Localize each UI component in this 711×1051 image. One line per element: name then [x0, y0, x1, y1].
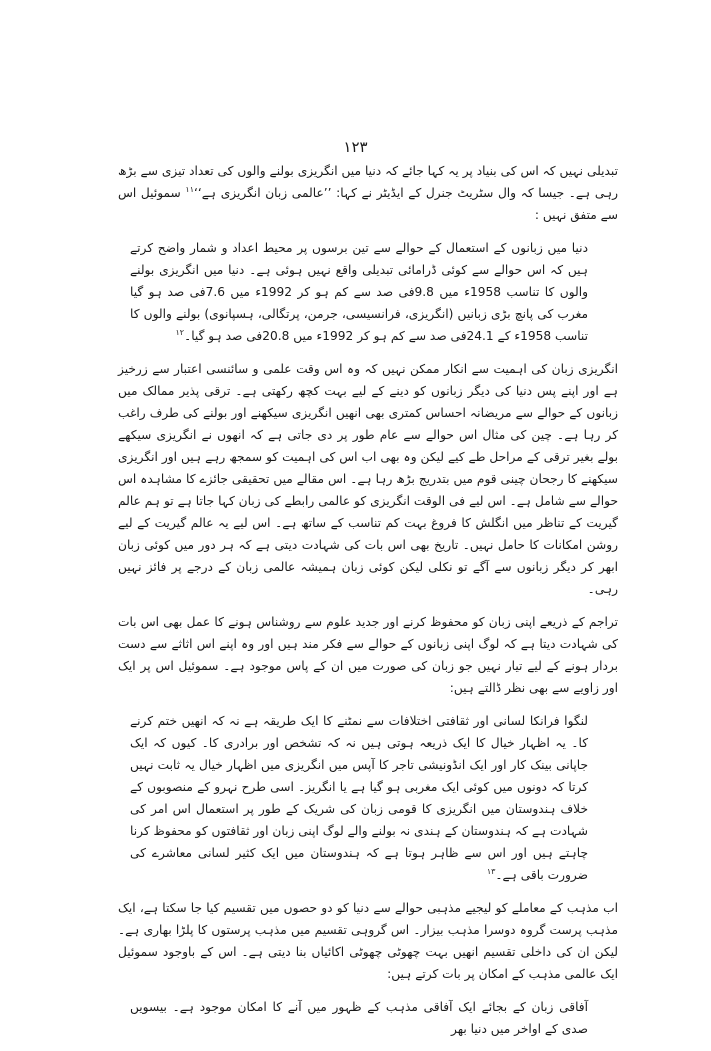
- block-quote: آفاقی زبان کے بجائے ایک آفاقی مذہب کے ظہور میں آنے کا امکان موجود ہے۔ بیسویں صدی کے اواخر میں دنیا بھر: [130, 1000, 588, 1036]
- footnote-ref: ۱۲: [175, 327, 185, 337]
- page-body: [118, 160, 618, 1051]
- body-paragraph: تراجم کے ذریعے اپنی زبان کو محفوظ کرنے اور جدید علوم سے روشناس ہونے کا عمل بھی اس بات کی شہادت دیتا ہے کہ لوگ اپنی زبانوں کے حوالے سے فکر مند ہیں اور وہ اپنے اس اثاثے سے دست بردار ہونے کے لیے تیار نہیں جو زبان کی صورت میں ان کے پاس موجود ہے۔ سموئیل اس پر ایک اور زاویے سے بھی نظر ڈالتے ہیں:: [118, 615, 618, 695]
- body-paragraph: [118, 160, 618, 226]
- footnote-ref: ۱۳: [486, 866, 496, 876]
- paragraph-text: تبدیلی نہیں کہ اس کی بنیاد پر یہ کہا جائے کہ دنیا میں انگریزی بولنے والوں کی تعداد تیزی سے بڑھ رہی ہے۔ جیسا کہ وال سٹریٹ جنرل کے ایڈیٹر نے کہا: ’’عالمی زبان انگریزی ہے‘‘: [118, 164, 618, 200]
- page-number: ۱۲۳: [343, 138, 368, 156]
- body-paragraph: اب مذہب کے معاملے کو لیجیے مذہبی حوالے سے دنیا کو دو حصوں میں تقسیم کیا جا سکتا ہے، ایک مذہب پرست گروہ دوسرا مذہب بیزار۔ اس گروہی تقسیم میں مذہب پرستوں کا پلڑا بھاری ہے۔ لیکن ان کی داخلی تقسیم انھیں بہت چھوٹی چھوٹی اکائیاں بنا دیتی ہے۔ اس کے باوجود سموئیل ایک عالمی مذہب کے امکان پر بات کرتے ہیں:: [118, 901, 618, 981]
- quote-text: لنگوا فرانکا لسانی اور ثقافتی اختلافات سے نمٹنے کا ایک طریقہ ہے نہ کہ انھیں ختم کرنے کا۔ یہ اظہار خیال کا ایک ذریعہ ہوتی ہیں نہ کہ تشخص اور برادری کا۔ کیوں کہ ایک جاپانی بینک کار اور ایک انڈونیشی تاجر کا آپس میں انگریزی میں اظہار خیال یہ ثابت نہیں کرتا کہ دونوں میں کوئی ایک مغربی ہو گیا ہے یا انگریز۔ اسی طرح نہرو کے منصوبوں کے خلاف ہندوستان میں انگریزی کا قومی زبان کی شریک کے طور پر استعمال اس امر کی شہادت ہے کہ ہندوستان کے ہندی نہ بولنے والے لوگ اپنی زبان اور ثقافتوں کو محفوظ کرنا چاہتے ہیں اور اس سے ظاہر ہوتا ہے کہ ہندوستان میں ایک کثیر لسانی معاشرے کی ضرورت باقی ہے۔: [130, 714, 588, 882]
- quote-text: دنیا میں زبانوں کے استعمال کے حوالے سے تین برسوں پر محیط اعداد و شمار واضح کرتے ہیں کہ اس حوالے سے کوئی ڈرامائی تبدیلی واقع نہیں ہوئی ہے۔ دنیا میں انگریزی بولنے والوں کا تناسب 1958ء میں 9.8فی صد سے کم ہو کر 1992ء میں 7.6فی صد ہو گیا مغرب کی پانچ بڑی زبانیں (انگریزی، فرانسیسی، جرمن، پرتگالی، ہسپانوی) بولنے والوں کا تناسب 1958ء کے 24.1فی صد سے کم ہو کر 1992ء میں 20.8فی صد ہو گیا۔: [130, 241, 588, 343]
- block-quote: [130, 237, 588, 347]
- footnote-ref: ۱۱: [185, 184, 195, 194]
- body-paragraph: انگریزی زبان کی اہمیت سے انکار ممکن نہیں کہ وہ اس وقت علمی و سائنسی اعتبار سے زرخیز ہے اور اپنے پس دنیا کی دیگر زبانوں کو دینے کے لیے بہت کچھ رکھتی ہے۔ ترقی پذیر ممالک میں زبانوں کے حوالے سے مریضانہ احساس کمتری بھی انھیں انگریزی سیکھنے اور بولنے کی طرف راغب کر رہا ہے۔ چین کی مثال اس حوالے سے عام طور پر دی جاتی ہے کہ انھوں نے انگریزی سیکھے بولے بغیر ترقی کے مراحل طے کیے لیکن وہ بھی اب اس کی اہمیت کو سمجھ رہے ہیں اور انگریزی سیکھنے کا رجحان چینی قوم میں بتدریج بڑھ رہا ہے۔ اس مقالے میں تحقیقی جائزے کا مشاہدہ اس حوالے سے شامل ہے۔ اس لیے فی الوقت انگریزی کو عالمی رابطے کی زبان کہا جاتا ہے تو ہم عالم گیریت کے تناظر میں انگلش کا فروغ بہت کم تناسب کے ساتھ ہے۔ اس لیے یہ عالم گیریت کے لیے روشن امکانات کا حامل نہیں۔ تاریخ بھی اس بات کی شہادت دیتی ہے کہ ہر دور میں کوئی زبان ابھر کر دیگر زبانوں سے آگے تو نکلی لیکن کوئی زبان ہمیشہ عالمی زبان کے درجے پر فائز نہیں رہی۔: [118, 362, 618, 596]
- paragraph-tail: سموئیل اس سے متفق نہیں :: [118, 186, 618, 222]
- block-quote: [130, 710, 588, 886]
